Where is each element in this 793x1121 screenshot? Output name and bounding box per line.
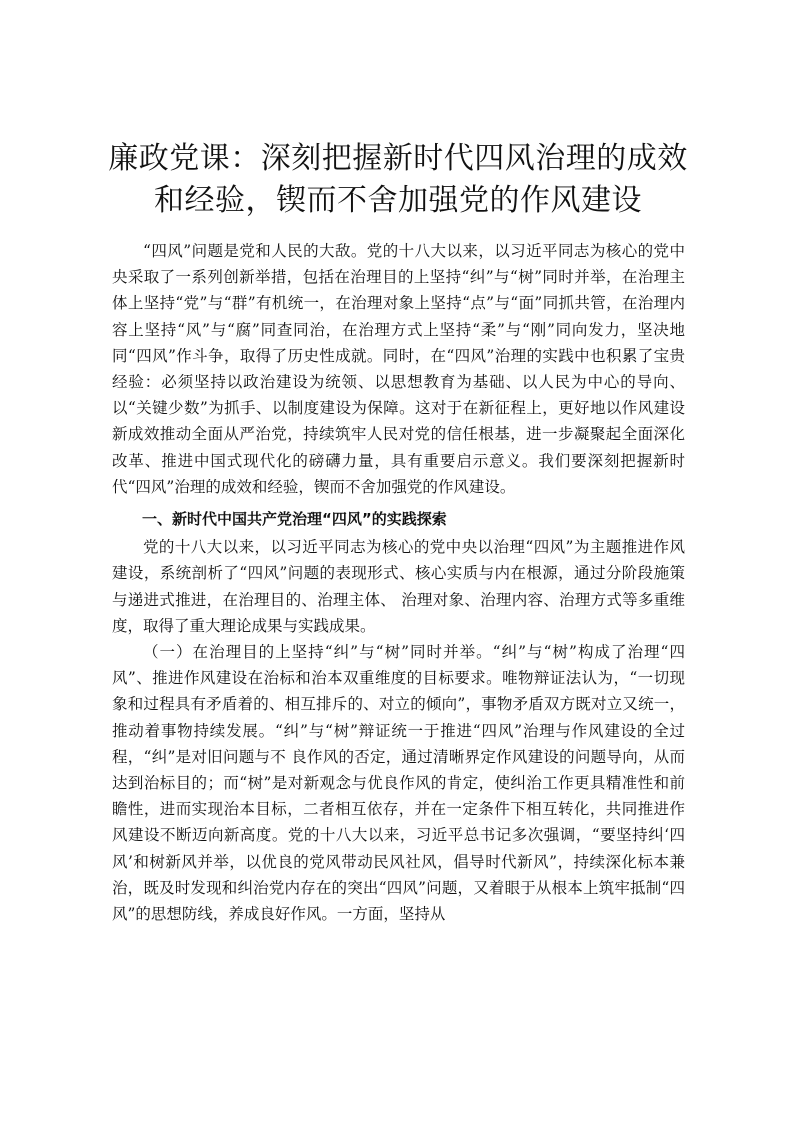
document-title: 廉政党课：深刻把握新时代四风治理的成效和经验，锲而不舍加强党的作风建设: [108, 141, 688, 218]
section1-paragraph-1: 党的十八大以来，以习近平同志为核心的党中央以治理“四风”为主题推进作风建设，系统剖析了“四风”问题的表现形式、核心实质与内在根源，通过分阶段施策与递进式推进，在治理目的、治理主体、 治理对象、治理内容、治理方式等多重维度，取得了重大理论成果与实践成果。: [112, 538, 685, 635]
section-heading-1: 一、新时代中国共产党治理“四风”的实践探索: [142, 510, 447, 529]
intro-paragraph: “四风”问题是党和人民的大敌。党的十八大以来，以习近平同志为核心的党中央采取了一系列创新举措，包括在治理目的上坚持“纠”与“树”同时并举，在治理主体上坚持“党”与“群”有机统一，在治理对象上坚持“点”与“面”同抓共管，在治理内容上坚持“风”与“腐”同查同治，在治理方式上坚持“柔”与“刚”同向发力，坚决地同“四风”作斗争，取得了历史性成就。同时，在“四风”治理的实践中也积累了宝贵经验：必须坚持以政治建设为统领、以思想教育为基础、以人民为中心的导向、以“关键少数”为抓手、以制度建设为保障。这对于在新征程上，更好地以作风建设新成效推动全面从严治党，持续筑牢人民对党的信任根基，进一步凝聚起全面深化改革、推进中国式现代化的磅礴力量，具有重要启示意义。我们要深刻把握新时代“四风”治理的成效和经验，锲而不舍加强党的作风建设。: [112, 242, 685, 496]
section1-paragraph-2: （一）在治理目的上坚持“纠”与“树”同时并举。“纠”与“树”构成了治理“四风”、推进作风建设在治标和治本双重维度的目标要求。唯物辩证法认为，“一切现象和过程具有矛盾着的、相互排斥的、对立的倾向”，事物矛盾双方既对立又统一，推动着事物持续发展。“纠”与“树”辩证统一于推进“四风”治理与作风建设的全过程，“纠”是对旧问题与不 良作风的否定，通过清晰界定作风建设的问题导向，从而达到治标目的；而“树”是对新观念与优良作风的肯定，使纠治工作更具精准性和前瞻性，进而实现治本目标，二者相互依存，并在一定条件下相互转化，共同推进作风建设不断迈向新高度。党的十八大以来，习近平总书记多次强调，“要坚持纠‘四风’和树新风并举，以优良的党风带动民风社风，倡导时代新风”，持续深化标本兼治，既及时发现和纠治党内存在的突出“四风”问题，又着眼于从根本上筑牢抵制“四风”的思想防线，养成良好作风。一方面，坚持从: [112, 643, 685, 924]
document-body: [112, 238, 685, 927]
